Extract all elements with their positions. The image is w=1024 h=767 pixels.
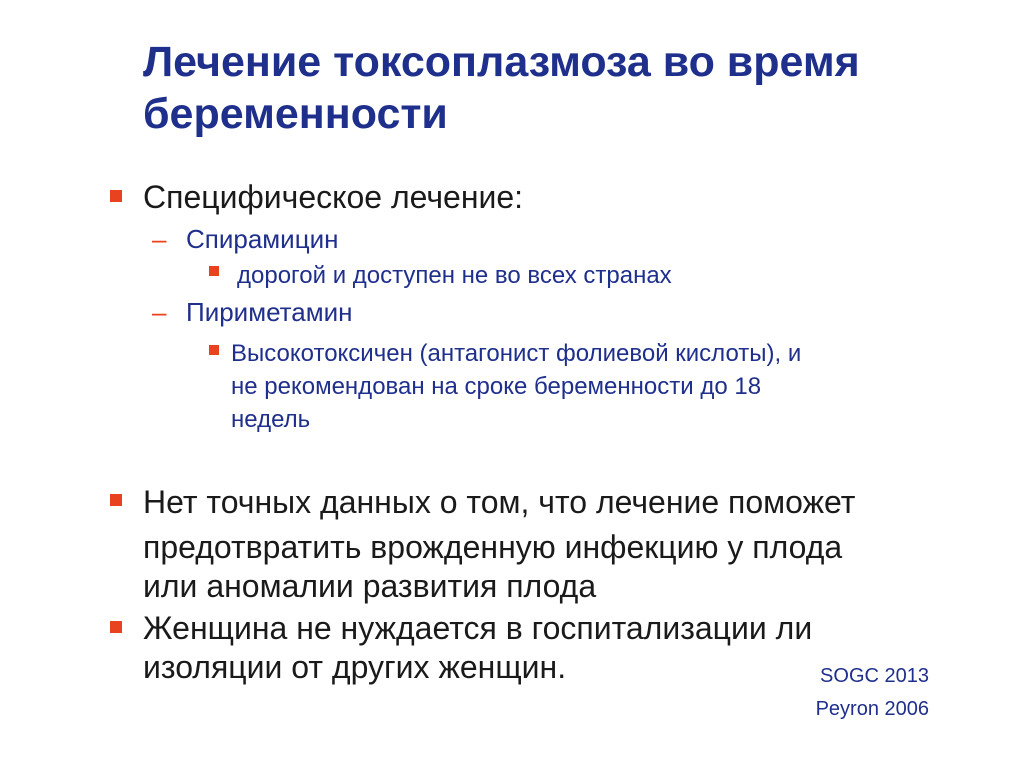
bullet-text: изоляции от других женщин. <box>143 649 567 685</box>
sub-detail-text: не рекомендован на сроке беременности до 18 <box>231 373 762 400</box>
sub-detail-text: дорогой и доступен не во всех странах <box>237 262 672 289</box>
dash-icon: – <box>152 297 167 327</box>
bullet-square-icon <box>209 266 219 276</box>
bullet-text: или аномалии развития плода <box>143 568 597 604</box>
dash-icon: – <box>152 224 167 254</box>
bullet-square-icon <box>110 190 122 202</box>
bullet-text: Специфическое лечение: <box>143 179 524 215</box>
sub-detail-text: недель <box>231 406 311 433</box>
bullet-square-icon <box>110 494 122 506</box>
slide-title: Лечение токсоплазмоза во время беременности <box>143 38 860 138</box>
bullet-text: Женщина не нуждается в госпитализации ли <box>143 610 813 646</box>
sub-item-text: Спирамицин <box>186 224 339 254</box>
bullet-text: предотвратить врожденную инфекцию у плода <box>143 529 843 565</box>
reference-text: SOGC 2013 <box>820 665 929 687</box>
sub-detail-text: Высокотоксичен (антагонист фолиевой кислоты), и <box>231 340 802 367</box>
bullet-text: Нет точных данных о том, что лечение поможет <box>143 484 856 520</box>
sub-item-text: Пириметамин <box>186 297 353 327</box>
bullet-square-icon <box>110 621 122 633</box>
bullet-square-icon <box>209 345 219 355</box>
reference-text: Peyron 2006 <box>815 698 929 720</box>
